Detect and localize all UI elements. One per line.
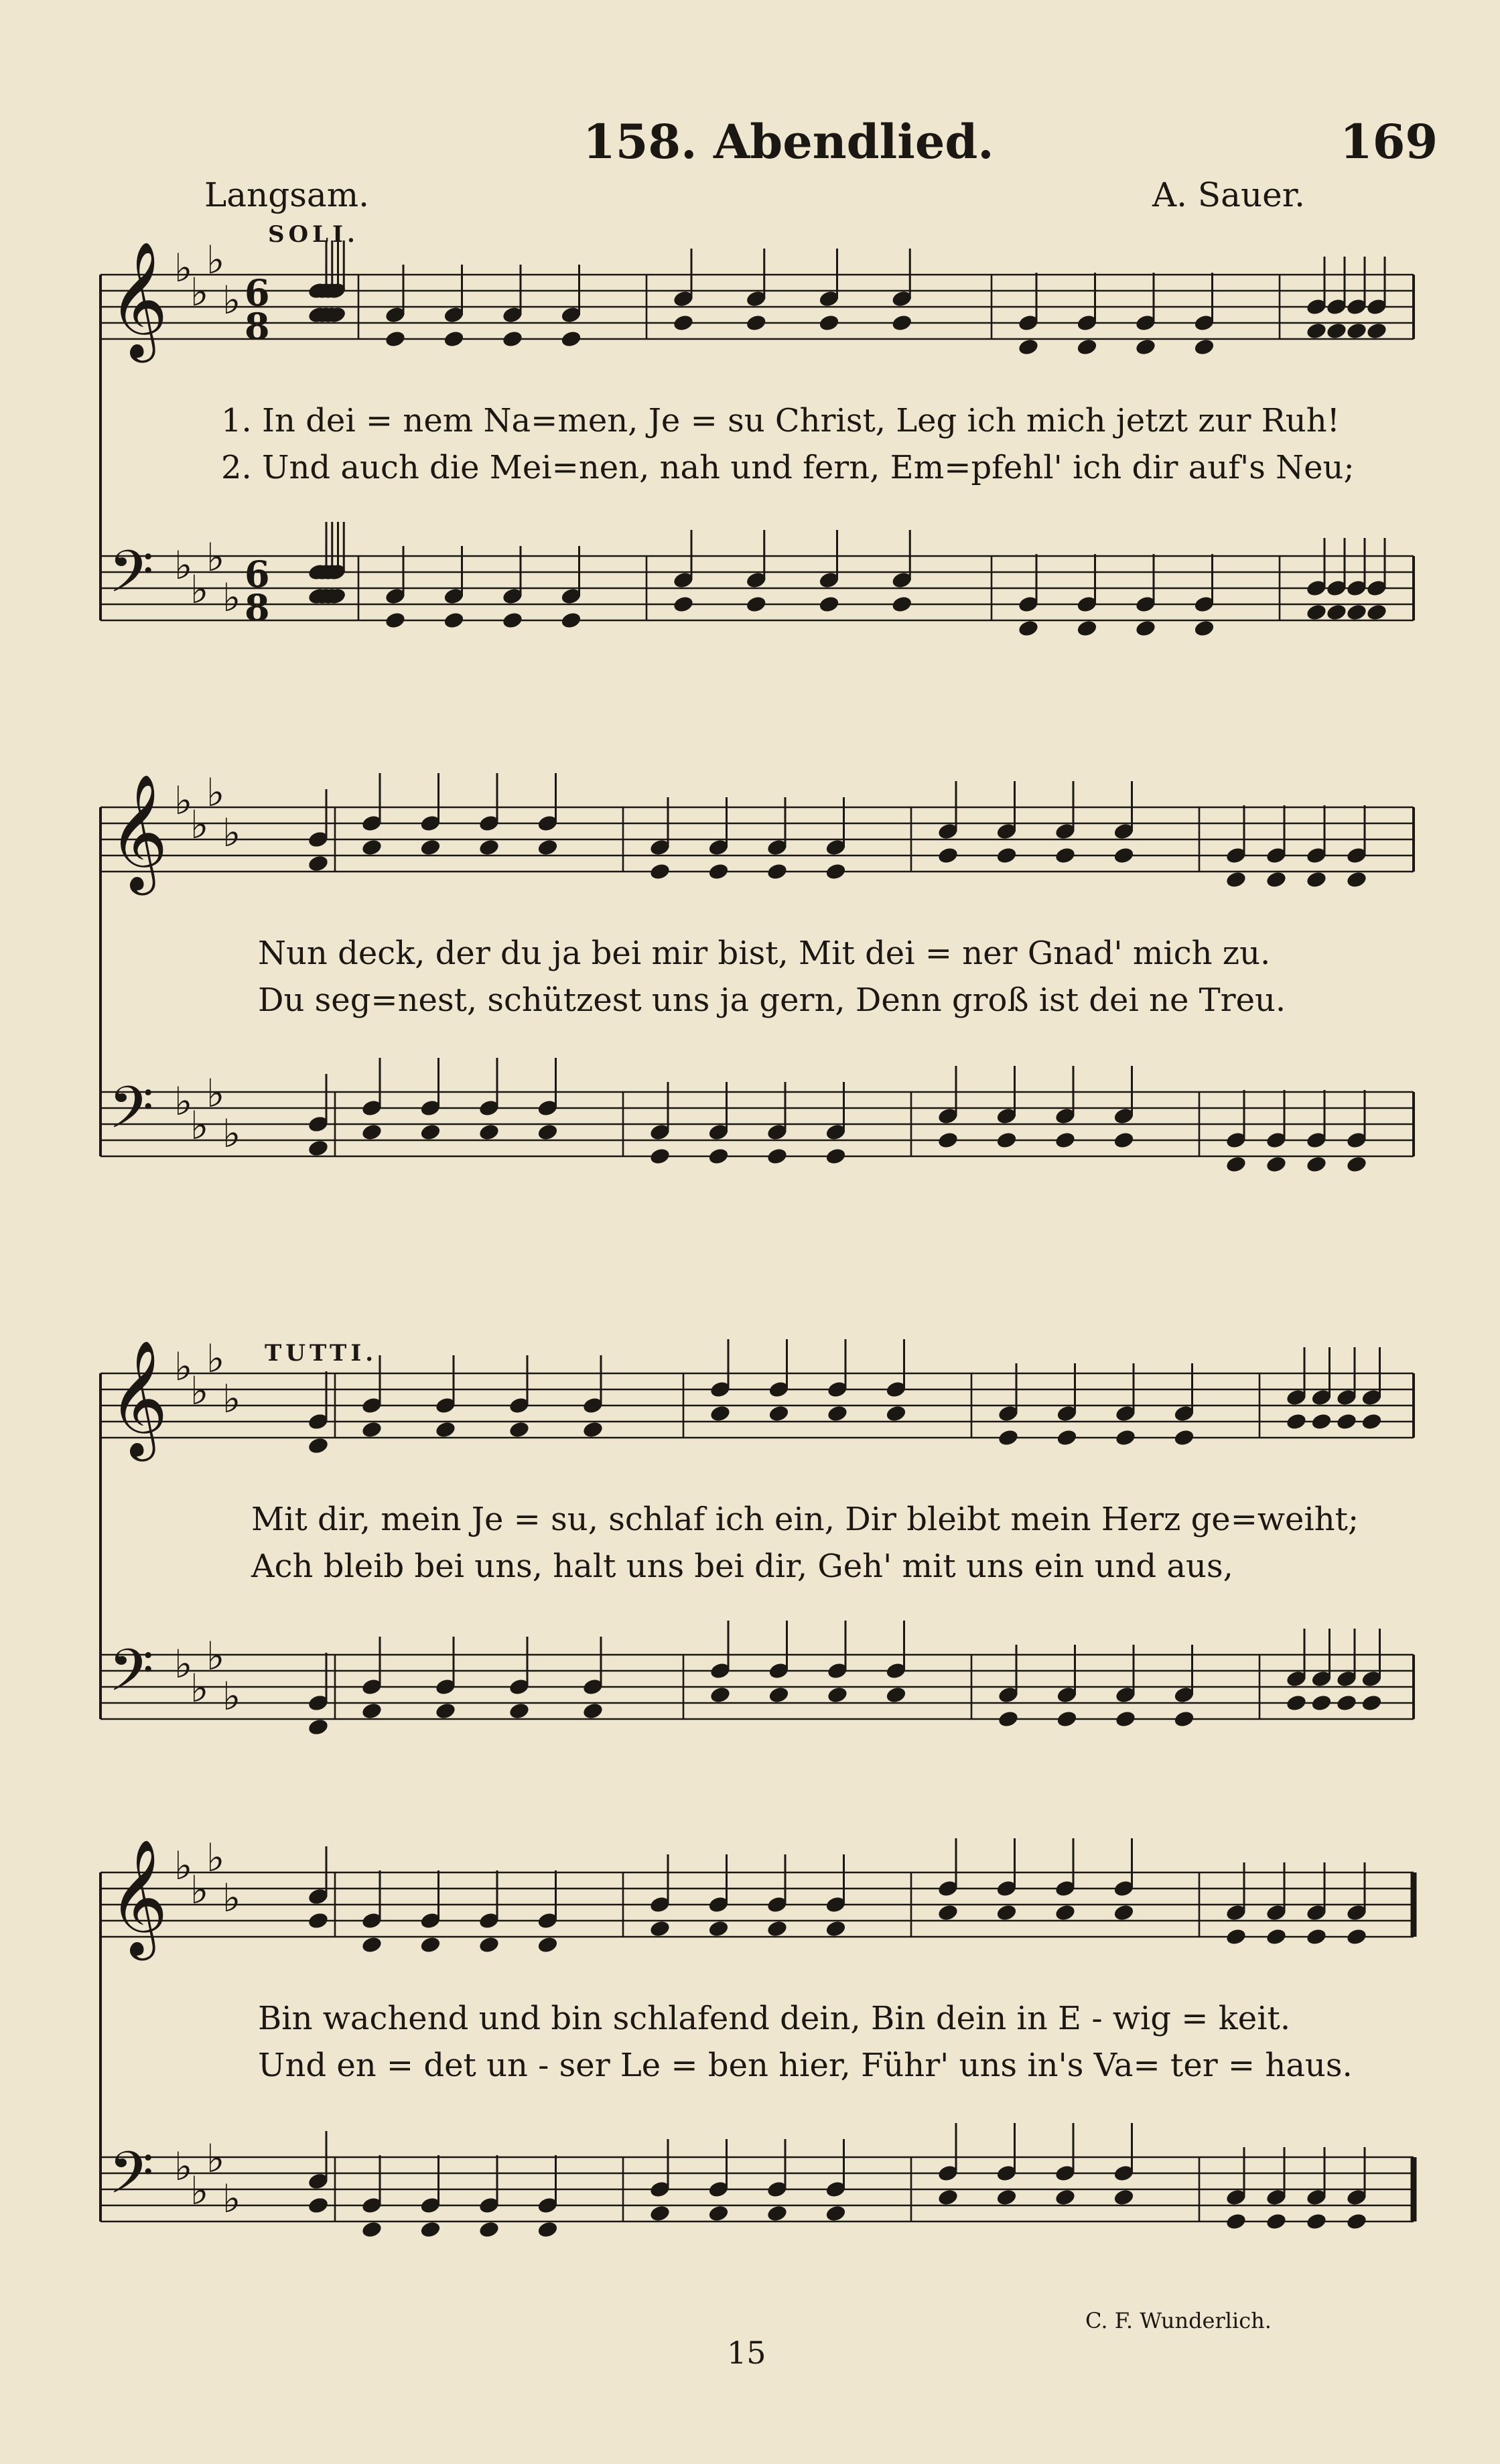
note-head: [1365, 603, 1387, 622]
note-head: [707, 1919, 730, 1938]
note-head: [826, 1686, 848, 1704]
flat-icon: ♭: [174, 2144, 193, 2189]
note-head: [707, 1147, 730, 1166]
flat-icon: ♭: [222, 277, 241, 323]
note-head: [1335, 1694, 1357, 1712]
flat-icon: ♭: [222, 575, 241, 620]
note-head: [672, 595, 694, 614]
note-head: [885, 1404, 907, 1423]
bass-clef: 𝄢: [109, 538, 154, 620]
flat-icon: ♭: [190, 1665, 209, 1711]
lyric-line-1-verse-1: 1. In dei = nem Na=men, Je = su Christ, Leg ich mich jetzt zur Ruh!: [221, 402, 1340, 439]
note-head: [996, 846, 1018, 865]
note-head: [1265, 1927, 1287, 1946]
note-head: [891, 595, 913, 614]
note-head: [707, 862, 730, 881]
note-head: [1345, 1155, 1367, 1174]
lyric-line-4-verse-1: Bin wachend und bin schlafend dein, Bin dein in E - wig = keit.: [258, 2000, 1291, 2037]
flat-icon: ♭: [174, 1079, 193, 1124]
note-head: [996, 1131, 1018, 1150]
note-head: [360, 2220, 383, 2239]
note-head: [766, 2204, 788, 2223]
note-head: [1305, 870, 1327, 889]
note-head: [1076, 338, 1098, 356]
flat-icon: ♭: [190, 1867, 209, 1913]
note-head: [1193, 338, 1215, 356]
note-head: [1054, 1131, 1076, 1150]
note-head: [768, 1404, 790, 1423]
note-head: [818, 595, 840, 614]
flat-icon: ♭: [222, 1875, 241, 1921]
note-head: [818, 314, 840, 332]
soli-label: SOLI.: [268, 221, 359, 248]
note-head: [537, 838, 559, 857]
note-head: [1113, 2188, 1135, 2207]
flat-icon: ♭: [206, 1835, 225, 1880]
note-head: [1134, 338, 1156, 356]
note-head: [1017, 338, 1039, 356]
flat-icon: ♭: [206, 1336, 225, 1381]
note-head: [937, 846, 959, 865]
note-head: [478, 2220, 500, 2239]
note-head: [478, 838, 500, 857]
note-head: [1265, 2212, 1287, 2231]
note-head: [1173, 1710, 1195, 1728]
note-head: [1345, 870, 1367, 889]
note-head: [434, 1702, 456, 1720]
note-head: [501, 330, 523, 348]
note-head: [1113, 846, 1135, 865]
note-head: [307, 1911, 329, 1930]
flat-icon: ♭: [174, 245, 193, 291]
note-head: [1365, 322, 1387, 340]
lyric-line-4-verse-2: Und en = det un - ser Le = ben hier, Führ' uns in's Va= ter = haus.: [258, 2047, 1353, 2084]
note-head: [768, 1686, 790, 1704]
note-head: [707, 2204, 730, 2223]
note-head: [825, 862, 847, 881]
flat-icon: ♭: [206, 237, 225, 283]
note-head: [649, 862, 671, 881]
flat-icon: ♭: [174, 1843, 193, 1889]
note-head: [996, 2188, 1018, 2207]
note-head: [997, 1710, 1019, 1728]
note-head: [997, 1428, 1019, 1447]
tempo-marking: Langsam.: [204, 176, 369, 214]
lyric-line-3-verse-1: Mit dir, mein Je = su, schlaf ich ein, Dir bleibt mein Herz ge=weiht;: [251, 1501, 1359, 1538]
note-head: [1225, 1927, 1247, 1946]
note-head: [1225, 1155, 1247, 1174]
note-head: [825, 1919, 847, 1938]
flat-icon: ♭: [222, 2176, 241, 2221]
flat-icon: ♭: [222, 1111, 241, 1156]
note-head: [1361, 1694, 1383, 1712]
flat-icon: ♭: [190, 1368, 209, 1414]
note-head: [1114, 1428, 1136, 1447]
hymn-number: 158.: [583, 114, 697, 169]
note-head: [1345, 1927, 1367, 1946]
flat-icon: ♭: [206, 1071, 225, 1116]
flat-icon: ♭: [222, 1673, 241, 1719]
bass-clef: 𝄢: [109, 2139, 154, 2221]
treble-clef: 𝄞: [109, 1839, 168, 1956]
note-head: [360, 1702, 383, 1720]
note-head: [582, 1420, 604, 1439]
time-signature-bottom: 8: [245, 586, 270, 629]
flat-icon: ♭: [174, 1641, 193, 1687]
note-head: [709, 1686, 731, 1704]
note-head: [384, 611, 406, 630]
note-head: [1310, 1694, 1333, 1712]
note-head: [1325, 322, 1347, 340]
note-head: [672, 314, 694, 332]
note-head: [360, 1420, 383, 1439]
note-head: [937, 1131, 959, 1150]
flat-icon: ♭: [222, 1376, 241, 1422]
note-head: [419, 838, 441, 857]
note-head: [1054, 1903, 1076, 1922]
note-head: [1265, 870, 1287, 889]
note-head: [537, 1123, 559, 1142]
note-head: [360, 838, 383, 857]
flat-icon: ♭: [206, 535, 225, 580]
treble-clef: 𝄞: [109, 774, 168, 890]
note-head: [891, 314, 913, 332]
note-head: [1310, 1412, 1333, 1431]
note-head: [1225, 2212, 1247, 2231]
note-head: [1054, 2188, 1076, 2207]
note-head: [1113, 1131, 1135, 1150]
flat-icon: ♭: [190, 567, 209, 612]
note-head: [745, 595, 767, 614]
note-head: [478, 1935, 500, 1954]
note-head: [649, 1919, 671, 1938]
flat-icon: ♭: [206, 1633, 225, 1679]
note-head: [1345, 603, 1367, 622]
note-head: [766, 1919, 788, 1938]
note-head: [1325, 603, 1347, 622]
flat-icon: ♭: [190, 269, 209, 315]
note-head: [419, 2220, 441, 2239]
note-head: [1017, 619, 1039, 638]
note-head: [360, 1123, 383, 1142]
note-head: [885, 1686, 907, 1704]
note-head: [1285, 1412, 1307, 1431]
hymn-title: Abendlied.: [713, 114, 994, 169]
treble-clef: 𝄞: [109, 241, 168, 358]
note-head: [501, 611, 523, 630]
lyric-line-2-verse-1: Nun deck, der du ja bei mir bist, Mit dei = ner Gnad' mich zu.: [258, 935, 1271, 972]
time-signature-top: 6: [245, 553, 270, 596]
note-head: [1361, 1412, 1383, 1431]
flat-icon: ♭: [174, 543, 193, 588]
note-head: [1335, 1412, 1357, 1431]
bass-clef: 𝄢: [109, 1637, 154, 1718]
note-head: [1056, 1710, 1078, 1728]
flat-icon: ♭: [174, 778, 193, 823]
flat-icon: ♭: [190, 2168, 209, 2213]
note-head: [307, 1436, 329, 1455]
note-head: [434, 1420, 456, 1439]
tutti-label: TUTTI.: [265, 1340, 378, 1367]
note-head: [1345, 2212, 1367, 2231]
note-head: [1114, 1710, 1136, 1728]
note-head: [307, 1718, 329, 1736]
note-head: [419, 1123, 441, 1142]
note-head: [766, 862, 788, 881]
note-head: [1305, 603, 1327, 622]
note-head: [1076, 619, 1098, 638]
note-head: [825, 1147, 847, 1166]
signature-number: 15: [727, 2335, 766, 2371]
note-head: [826, 1404, 848, 1423]
note-head: [1056, 1428, 1078, 1447]
page-number: 169: [1340, 114, 1438, 169]
note-head: [1305, 2212, 1327, 2231]
note-head: [1285, 1694, 1307, 1712]
treble-clef: 𝄞: [109, 1340, 168, 1456]
note-head: [766, 1147, 788, 1166]
note-head: [307, 2196, 329, 2215]
note-head: [537, 1935, 559, 1954]
note-head: [1305, 322, 1327, 340]
note-head: [1265, 1155, 1287, 1174]
flat-icon: ♭: [206, 2136, 225, 2181]
note-head: [307, 1139, 329, 1158]
lyric-line-2-verse-2: Du seg=nest, schützest uns ja gern, Denn groß ist dei ne Treu.: [258, 981, 1286, 1019]
note-head: [478, 1123, 500, 1142]
note-head: [1134, 619, 1156, 638]
note-head: [937, 2188, 959, 2207]
note-head: [443, 330, 465, 348]
note-head: [1225, 870, 1247, 889]
flat-icon: ♭: [190, 802, 209, 847]
note-head: [360, 1935, 383, 1954]
note-head: [508, 1702, 530, 1720]
note-head: [1305, 1927, 1327, 1946]
note-head: [307, 854, 329, 873]
note-head: [582, 1702, 604, 1720]
note-head: [384, 330, 406, 348]
lyric-line-3-verse-2: Ach bleib bei uns, halt uns bei dir, Geh' mit uns ein und aus,: [251, 1548, 1233, 1585]
flat-icon: ♭: [174, 1344, 193, 1389]
note-head: [560, 330, 582, 348]
time-signature-bottom: 8: [245, 305, 270, 348]
note-head: [996, 1903, 1018, 1922]
note-head: [1054, 846, 1076, 865]
note-head: [419, 1935, 441, 1954]
note-head: [1173, 1428, 1195, 1447]
flat-icon: ♭: [190, 1103, 209, 1148]
note-head: [1305, 1155, 1327, 1174]
composer-credit: A. Sauer.: [1152, 176, 1306, 214]
note-head: [937, 1903, 959, 1922]
flat-icon: ♭: [222, 810, 241, 855]
engraver-credit: C. F. Wunderlich.: [1085, 2308, 1272, 2333]
note-head: [508, 1420, 530, 1439]
note-head: [443, 611, 465, 630]
note-head: [1113, 1903, 1135, 1922]
note-head: [560, 611, 582, 630]
note-head: [537, 2220, 559, 2239]
time-signature-top: 6: [245, 271, 270, 314]
note-head: [825, 2204, 847, 2223]
note-head: [745, 314, 767, 332]
note-head: [1193, 619, 1215, 638]
note-head: [649, 2204, 671, 2223]
note-head: [709, 1404, 731, 1423]
bass-clef: 𝄢: [109, 1074, 154, 1156]
lyric-line-1-verse-2: 2. Und auch die Mei=nen, nah und fern, Em=pfehl' ich dir auf's Neu;: [221, 449, 1355, 486]
note-head: [649, 1147, 671, 1166]
note-head: [1345, 322, 1367, 340]
flat-icon: ♭: [206, 770, 225, 815]
